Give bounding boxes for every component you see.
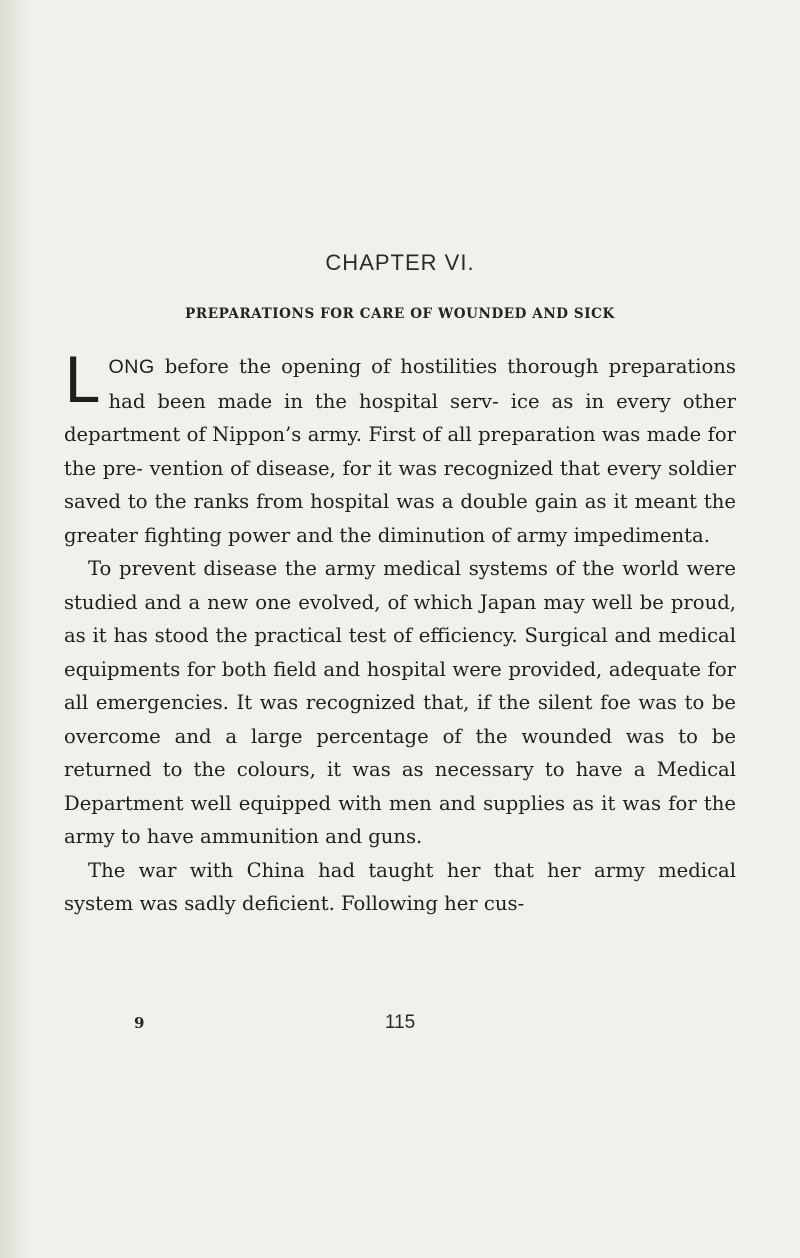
chapter-title: CHAPTER VI. [325,250,475,275]
paragraph-3: The war with China had taught her that her army medical system was sadly deficient. Following her cus- [64,858,736,915]
drop-cap: L [64,344,99,417]
chapter-subtitle: PREPARATIONS FOR CARE OF WOUNDED AND SICK [185,306,615,322]
paragraph-1 [64,344,736,552]
body-text [64,344,736,921]
page-number: 115 [384,1012,416,1033]
page-edge-shadow [0,0,30,1258]
signature-mark: 9 [134,1014,145,1032]
paragraph-1-text: before the opening of hostilities thorough preparations had been made in the hospital serv- ice as in every other department of Nippon’s army. First of all preparation was made for the pre- vention of disease, for it was recognized that every soldier saved to the ranks from hospital was a double gain as it meant the greater fighting power and the diminution of army impedimenta. [64,355,736,547]
paragraph-2: To prevent disease the army medical systems of the world were studied and a new one evolved, of which Japan may well be proud, as it has stood the practical test of efficiency. Surgical and medical equipments for both field and hospital were provided, adequate for all emergencies. It was recognized that, if the silent foe was to be overcome and a large percentage of the wounded was to be returned to the colours, it was as necessary to have a Medical Department well equipped with men and supplies as it was for the army to have ammunition and guns. [64,557,736,848]
first-word-rest: ONG [108,356,155,378]
